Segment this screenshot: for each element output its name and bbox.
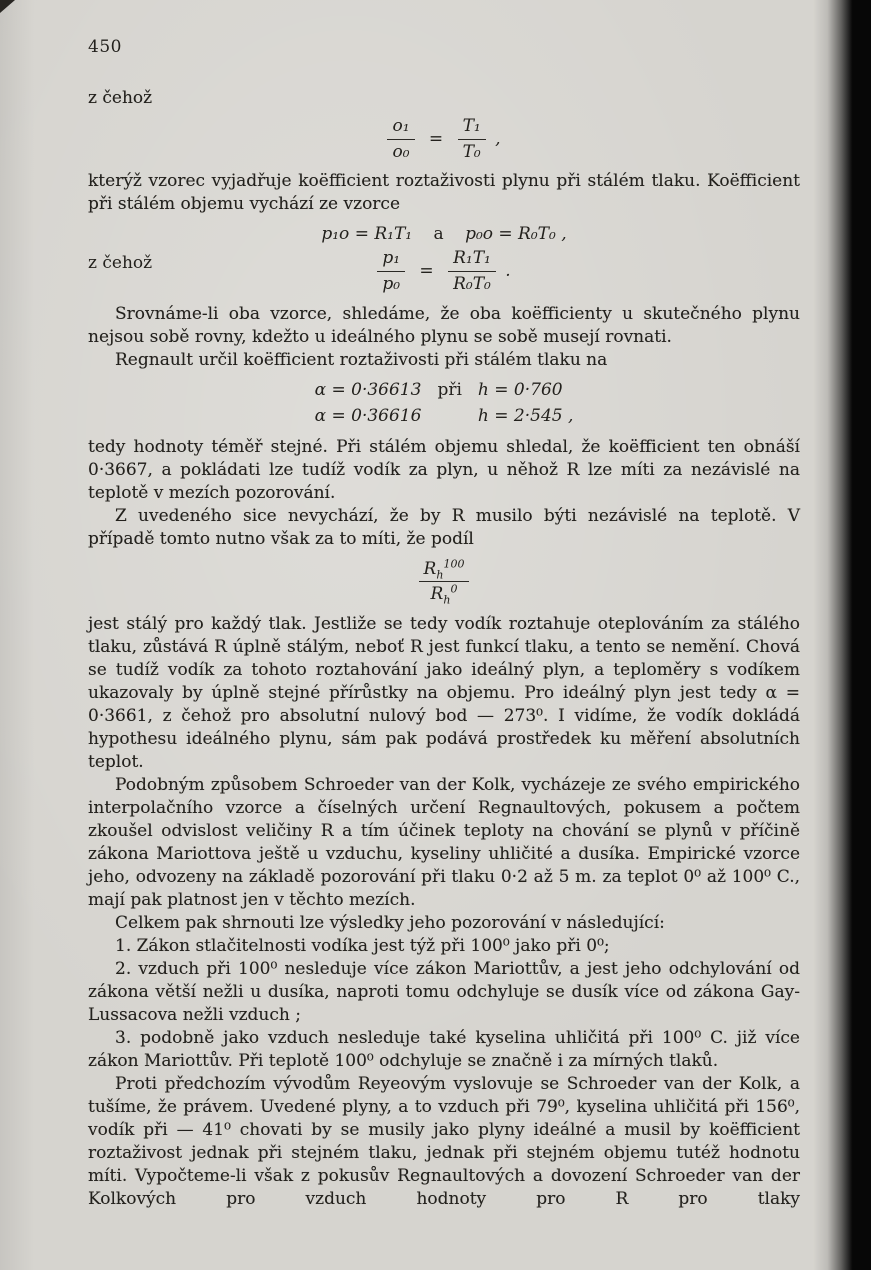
fraction-volume — [387, 116, 414, 162]
paragraph-r-temperature: Z uvedeného sice nevychází, že by R musilo býti nezávislé na teplotě. V případě tomto nutno však za to míti, že podíl — [88, 505, 800, 549]
equals-sign: = — [428, 128, 444, 149]
list-item-1: 1. Zákon stlačitelnosti vodíka jest týž při 100⁰ jako při 0⁰; — [115, 936, 610, 957]
variable-r: R — [423, 558, 437, 579]
paragraph-schroeder: Podobným způsobem Schroeder van der Kolk, vycházeje ze svého empirického interpolačního vzorce a číselných určení Regnaultových, pokusem a počtem zkoušel odvislost veličiny R a tím účinek teploty na chování se plynů v příčině zákona Mariottova ještě u vzduchu, kyseliny uhličité a dusíka. Empirické vzorce jeho, odvozeny na základě pozorování při tlaku 0·2 až 5 m. za teplot 0⁰ až 100⁰ C., mají pak platnost jen v těchto mezích. — [88, 775, 800, 911]
fraction-temperature — [458, 116, 486, 162]
fraction-rt-product — [448, 248, 496, 294]
regnault-values-grid — [315, 379, 574, 428]
fraction-numerator: T₁ — [458, 116, 486, 140]
fraction-numerator — [419, 559, 470, 583]
fraction-denominator: R₀T₀ — [453, 274, 491, 295]
fraction-numerator: o₁ — [387, 116, 414, 140]
fraction-numerator: R₁T₁ — [448, 248, 496, 272]
alpha-value-2: α = 0·36616 — [314, 405, 422, 426]
page-number: 450 — [88, 37, 122, 57]
fraction-pressure — [377, 248, 405, 294]
formula-punctuation: , — [495, 128, 501, 149]
pri-label: při — [437, 379, 462, 400]
h-value-2: h = 2·545 , — [477, 405, 574, 426]
alpha-value-1: α = 0·36613 — [314, 379, 422, 400]
formula-row-pressure-ratio — [88, 248, 800, 294]
fraction-numerator: p₁ — [377, 248, 405, 272]
paragraph-pressure-coefficient: kterýž vzorec vyjadřuje koëfficient roztaživosti plynu při stálém tlaku. Koëfficient při stálém objemu vychází ze vzorce — [88, 171, 800, 215]
formula-r-ratio — [88, 559, 800, 605]
lead-text-2: z čehož — [88, 253, 153, 274]
formula-right-term: p₀o = R₀T₀ , — [465, 224, 567, 245]
regnault-values-block — [88, 379, 800, 428]
list-item-3: 3. podobně jako vzduch nesleduje také kyselina uhličitá při 100⁰ C. již více zákon Mariottův. Při teplotě 100⁰ odchyluje se značně i za mírných tlaků. — [88, 1028, 800, 1072]
paragraph-ideal-gas: jest stálý pro každý tlak. Jestliže se tedy vodík roztahuje oteplováním za stálého tlaku, zůstává R úplně stálým, neboť R jest funkcí tlaku, a tento se nemění. Chová se tudíž vodík za tohoto roztahování jako ideálný plyn, a teploměry s vodíkem ukazovaly by úplně stejné přírůstky na objemu. Pro ideálný plyn jest tedy α = 0·3661, z čehož pro absolutní nulový bod — 273⁰. I vidíme, že vodík dokládá hypothesu ideálného plynu, sám pak podává prostředek ku měření absolutních teplot. — [88, 614, 800, 773]
fraction-denominator: p₀ — [382, 274, 401, 295]
fraction-denominator: T₀ — [462, 141, 481, 162]
paragraph-comparison: Srovnáme-li oba vzorce, shledáme, že oba koëfficienty u skutečného plynu nejsou sobě rovny, kdežto u ideálného plynu se sobě musejí rovnati. — [88, 303, 800, 347]
fraction-rh — [419, 559, 470, 605]
conjunction-a: a — [433, 224, 444, 245]
scan-edge-shadow — [813, 0, 871, 1270]
list-item-2: 2. vzduch při 100⁰ nesleduje více zákon Mariottův, a jest jeho odchylování od zákona větší nežli u dusíka, naproti tomu odchyluje se dusík více od zákona Gay-Lussacova nežli vzduch ; — [88, 959, 800, 1026]
h-value-1: h = 0·760 — [477, 379, 563, 400]
empty-cell — [437, 405, 461, 428]
fraction-denominator — [419, 582, 470, 605]
formula-volume-ratio — [88, 116, 800, 162]
formula-pressure-ratio — [88, 248, 800, 294]
text-block — [88, 36, 800, 1211]
paragraph-summary-intro: Celkem pak shrnouti lze výsledky jeho pozorování v následující: — [115, 913, 665, 934]
formula-state-equations — [88, 223, 800, 246]
paragraph-regnault-intro: Regnault určil koëfficient roztaživosti při stálém tlaku na — [115, 349, 608, 370]
fraction-denominator: o₀ — [392, 141, 410, 162]
superscript-100: 100 — [443, 557, 465, 571]
formula-left-term: p₁o = R₁T₁ — [321, 224, 413, 245]
paragraph-reye-objection: Proti předchozím vývodům Reyeovým vyslovuje se Schroeder van der Kolk, a tušíme, že právem. Uvedené plyny, a to vzduch při 79⁰, kyselina uhličitá při 156⁰, vodík při — 41⁰ chovati by se musily jako plyny ideálné a musil by koëfficient roztaživost jednak při stejném tlaku, jednak při stejném objemu tutéž hodnotu míti. Vypočteme-li však z pokusův Regnaultových a dovození Schroeder van der Kolkových pro vzduch hodnoty pro R pro tlaky — [88, 1074, 800, 1210]
variable-r: R — [430, 584, 444, 605]
superscript-0: 0 — [450, 582, 458, 596]
formula-punctuation: . — [505, 261, 511, 282]
subscript-h: h — [443, 593, 451, 607]
lead-text-1: z čehož — [88, 88, 153, 108]
subscript-h: h — [436, 568, 444, 582]
scan-corner-artifact — [0, 0, 15, 13]
paragraph-hydrogen-gas: tedy hodnoty téměř stejné. Při stálém objemu shledal, že koëfficient ten obnáší 0·3667, a pokládati lze tudíž vodík za plyn, u něhož R lze míti za nezávislé na teplotě v mezích pozorování. — [88, 436, 800, 503]
equals-sign: = — [419, 261, 434, 282]
